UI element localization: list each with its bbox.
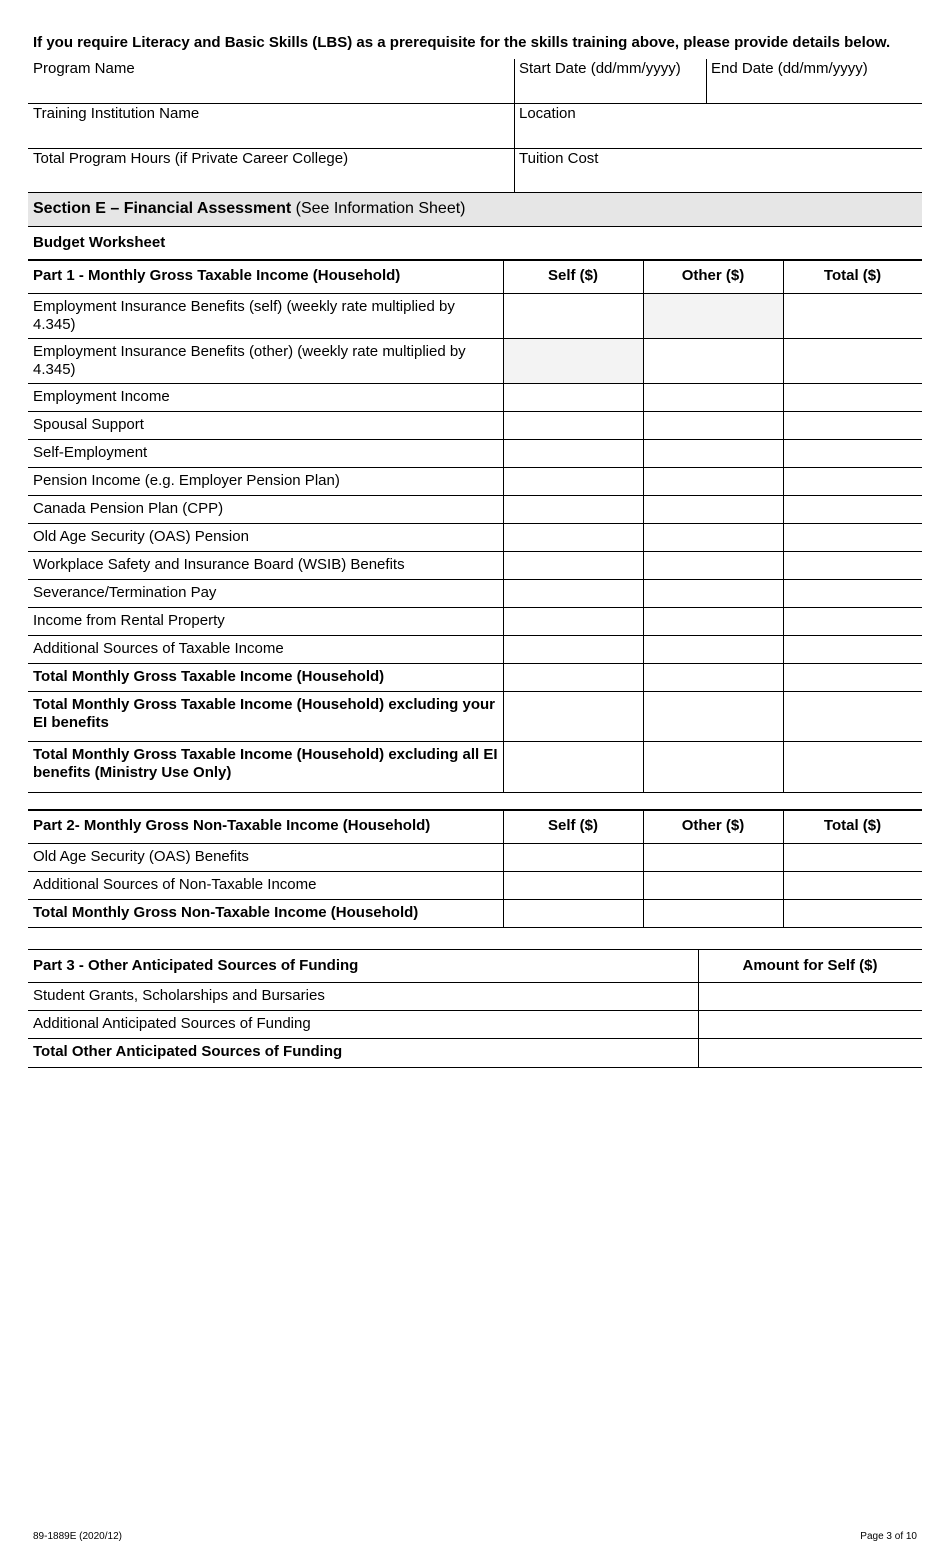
- lbs-intro: If you require Literacy and Basic Skills (LBS) as a prerequisite for the skills training above, please provide details below.: [33, 34, 891, 51]
- amount-input-cell[interactable]: [784, 384, 922, 411]
- column-divider: [503, 843, 504, 927]
- column-divider: [503, 293, 504, 792]
- amount-input-cell[interactable]: [644, 872, 783, 899]
- amount-input-cell[interactable]: [504, 742, 643, 792]
- row-label: Additional Sources of Taxable Income: [33, 640, 284, 657]
- amount-input-cell[interactable]: [784, 468, 922, 495]
- amount-input-cell[interactable]: [784, 636, 922, 663]
- tuition-cost-field[interactable]: Tuition Cost: [519, 150, 599, 167]
- amount-input-cell[interactable]: [504, 468, 643, 495]
- amount-input-cell[interactable]: [504, 608, 643, 635]
- amount-input-cell[interactable]: [784, 664, 922, 691]
- amount-input-cell[interactable]: [504, 580, 643, 607]
- row-rule: [28, 792, 922, 793]
- row-label: Total Monthly Gross Taxable Income (Household): [33, 668, 385, 685]
- amount-input-cell[interactable]: [644, 384, 783, 411]
- lbs-row-line-2: [28, 148, 922, 149]
- row-label: Total Monthly Gross Taxable Income (Household) excluding all EI benefits (Ministry Use Only): [33, 746, 498, 781]
- part3-top-rule: [28, 949, 922, 950]
- amount-input-cell[interactable]: [644, 552, 783, 579]
- row-label: Employment Income: [33, 388, 170, 405]
- row-label: Income from Rental Property: [33, 612, 225, 629]
- amount-input-cell[interactable]: [784, 339, 922, 383]
- amount-input-cell[interactable]: [699, 1011, 922, 1038]
- part2-title: Part 2- Monthly Gross Non-Taxable Income (Household): [33, 817, 431, 834]
- start-date-field[interactable]: Start Date (dd/mm/yyyy): [519, 60, 681, 77]
- section-e-title-rest: (See Information Sheet): [291, 200, 466, 217]
- amount-input-cell[interactable]: [644, 608, 783, 635]
- row-rule: [28, 927, 922, 928]
- row-label: Employment Insurance Benefits (other) (weekly rate multiplied by 4.345): [33, 343, 466, 378]
- part1-top-rule: [28, 259, 922, 261]
- disabled-amount-cell: [504, 339, 643, 383]
- part2-col-self: Self ($): [547, 817, 598, 834]
- amount-input-cell[interactable]: [504, 524, 643, 551]
- end-date-field[interactable]: End Date (dd/mm/yyyy): [711, 60, 868, 77]
- amount-input-cell[interactable]: [644, 900, 783, 927]
- row-label: Total Other Anticipated Sources of Funding: [33, 1043, 343, 1060]
- header-column-divider: [643, 809, 644, 843]
- amount-input-cell[interactable]: [784, 496, 922, 523]
- amount-input-cell[interactable]: [784, 580, 922, 607]
- row-rule: [28, 1067, 922, 1068]
- row-label: Old Age Security (OAS) Benefits: [33, 848, 249, 865]
- amount-input-cell[interactable]: [644, 468, 783, 495]
- amount-input-cell[interactable]: [784, 742, 922, 792]
- form-number: 89-1889E (2020/12): [33, 1531, 122, 1542]
- header-column-divider: [783, 809, 784, 843]
- amount-input-cell[interactable]: [784, 844, 922, 871]
- header-column-divider: [643, 259, 644, 293]
- amount-input-cell[interactable]: [784, 692, 922, 741]
- section-e-header: [28, 193, 922, 227]
- amount-input-cell[interactable]: [504, 664, 643, 691]
- row-label: Pension Income (e.g. Employer Pension Plan): [33, 472, 340, 489]
- amount-input-cell[interactable]: [644, 580, 783, 607]
- part1-col-other: Other ($): [681, 267, 745, 284]
- part3-col-amount: Amount for Self ($): [742, 957, 878, 974]
- amount-input-cell[interactable]: [784, 900, 922, 927]
- amount-input-cell[interactable]: [504, 384, 643, 411]
- row-label: Canada Pension Plan (CPP): [33, 500, 224, 517]
- amount-input-cell[interactable]: [644, 524, 783, 551]
- part1-title: Part 1 - Monthly Gross Taxable Income (Household): [33, 267, 401, 284]
- column-divider: [643, 293, 644, 792]
- header-column-divider: [698, 949, 699, 982]
- part1-col-self: Self ($): [547, 267, 598, 284]
- amount-input-cell[interactable]: [504, 872, 643, 899]
- amount-input-cell[interactable]: [784, 608, 922, 635]
- row-label: Workplace Safety and Insurance Board (WSIB) Benefits: [33, 556, 405, 573]
- part2-top-rule: [28, 809, 922, 811]
- row-label: Additional Anticipated Sources of Funding: [33, 1015, 311, 1032]
- row-label: Severance/Termination Pay: [33, 584, 217, 601]
- disabled-amount-cell: [644, 294, 783, 338]
- budget-worksheet-heading: Budget Worksheet: [33, 234, 166, 251]
- amount-input-cell[interactable]: [504, 900, 643, 927]
- amount-input-cell[interactable]: [699, 1039, 922, 1067]
- row-label: Old Age Security (OAS) Pension: [33, 528, 249, 545]
- amount-input-cell[interactable]: [644, 412, 783, 439]
- amount-input-cell[interactable]: [784, 294, 922, 338]
- location-field[interactable]: Location: [519, 105, 576, 122]
- amount-input-cell[interactable]: [504, 412, 643, 439]
- amount-input-cell[interactable]: [644, 636, 783, 663]
- amount-input-cell[interactable]: [504, 552, 643, 579]
- column-divider: [783, 293, 784, 792]
- lbs-row-line-1: [28, 103, 922, 104]
- amount-input-cell[interactable]: [644, 496, 783, 523]
- section-e-title: [33, 200, 465, 218]
- part2-col-other: Other ($): [681, 817, 745, 834]
- amount-input-cell[interactable]: [699, 983, 922, 1010]
- row-label: Spousal Support: [33, 416, 144, 433]
- part1-col-total: Total ($): [823, 267, 882, 284]
- amount-input-cell[interactable]: [504, 844, 643, 871]
- amount-input-cell[interactable]: [784, 552, 922, 579]
- header-column-divider: [783, 259, 784, 293]
- lbs-divider-dates: [706, 59, 707, 103]
- column-divider: [643, 843, 644, 927]
- amount-input-cell[interactable]: [644, 440, 783, 467]
- amount-input-cell[interactable]: [644, 844, 783, 871]
- amount-input-cell[interactable]: [644, 742, 783, 792]
- row-label: Student Grants, Scholarships and Bursaries: [33, 987, 325, 1004]
- program-hours-field[interactable]: Total Program Hours (if Private Career College): [33, 150, 349, 167]
- part3-title: Part 3 - Other Anticipated Sources of Funding: [33, 957, 359, 974]
- part2-col-total: Total ($): [823, 817, 882, 834]
- amount-input-cell[interactable]: [504, 496, 643, 523]
- amount-input-cell[interactable]: [504, 440, 643, 467]
- amount-input-cell[interactable]: [644, 664, 783, 691]
- column-divider: [698, 982, 699, 1067]
- row-label: Self-Employment: [33, 444, 148, 461]
- amount-input-cell[interactable]: [784, 412, 922, 439]
- row-label: Total Monthly Gross Non-Taxable Income (Household): [33, 904, 419, 921]
- amount-input-cell[interactable]: [504, 294, 643, 338]
- header-column-divider: [503, 259, 504, 293]
- amount-input-cell[interactable]: [644, 339, 783, 383]
- row-label: Total Monthly Gross Taxable Income (Household) excluding your EI benefits: [33, 696, 495, 731]
- row-label: Employment Insurance Benefits (self) (weekly rate multiplied by 4.345): [33, 298, 455, 333]
- amount-input-cell[interactable]: [784, 440, 922, 467]
- program-name-field[interactable]: Program Name: [33, 60, 135, 77]
- row-label: Additional Sources of Non-Taxable Income: [33, 876, 317, 893]
- amount-input-cell[interactable]: [644, 692, 783, 741]
- institution-name-field[interactable]: Training Institution Name: [33, 105, 200, 122]
- page-number: Page 3 of 10: [860, 1531, 917, 1542]
- column-divider: [783, 843, 784, 927]
- amount-input-cell[interactable]: [784, 524, 922, 551]
- amount-input-cell[interactable]: [504, 636, 643, 663]
- lbs-divider-main: [514, 59, 515, 192]
- amount-input-cell[interactable]: [784, 872, 922, 899]
- header-column-divider: [503, 809, 504, 843]
- amount-input-cell[interactable]: [504, 692, 643, 741]
- section-e-title-bold: Section E – Financial Assessment: [33, 200, 292, 217]
